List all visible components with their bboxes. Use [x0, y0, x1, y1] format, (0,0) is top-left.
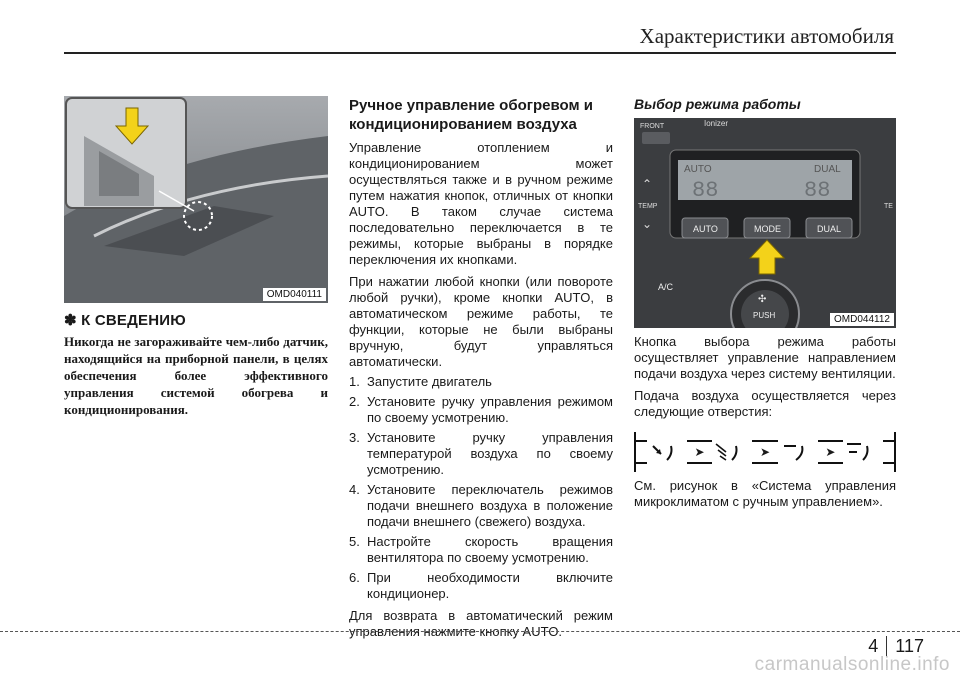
btn-ac: A/C — [658, 282, 674, 292]
list-item — [349, 394, 613, 426]
floor-defrost-mode-icon — [843, 440, 883, 464]
label-temp-left: TEMP — [638, 203, 658, 210]
manual-control-heading: Ручное управление обогревом и кондиционированием воздуха — [349, 97, 593, 133]
fan-icon: ✣ — [758, 294, 767, 305]
page-number-value: 117 — [895, 636, 924, 656]
btn-auto: AUTO — [693, 224, 718, 234]
face-floor-mode-icon — [712, 440, 752, 464]
page-header-title: Характеристики автомобиля — [639, 24, 894, 48]
step-number: 6. — [349, 570, 360, 585]
climate-panel-figure — [634, 118, 896, 328]
label-temp-right: TE — [884, 203, 893, 210]
btn-dual: DUAL — [817, 224, 842, 234]
list-item — [349, 570, 613, 602]
step-number: 2. — [349, 394, 360, 409]
display-auto: AUTO — [684, 164, 712, 175]
caution-text: Никогда не загораживайте чем-либо датчик, находящийся на приборной панели, в целях обеспечения более эффективного управления системой обогрева и кондиционирования. — [64, 334, 328, 417]
step-text: Настройте скорость вращения вентилятора по своему усмотрению. — [367, 534, 613, 565]
chevron-down-icon: ⌄ — [642, 217, 653, 231]
dashboard-sensor-illustration — [64, 96, 328, 303]
mode-paragraph-3: См. рисунок в «Система управления микроклиматом с ручным управлением». — [634, 478, 896, 509]
list-item — [349, 374, 613, 390]
watermark: carmanualsonline.info — [754, 654, 950, 675]
figure-caption: OMD040111 — [263, 288, 326, 301]
mode-paragraph-2: Подача воздуха осуществляется через следующие отверстия: — [634, 388, 896, 419]
step-number: 4. — [349, 482, 360, 497]
step-text: Запустите двигатель — [367, 374, 492, 389]
list-item — [349, 534, 613, 566]
list-item — [349, 430, 613, 478]
right-column — [634, 96, 896, 510]
closing-paragraph: Для возврата в автоматический режим управления нажмите кнопку AUTO. — [349, 608, 613, 639]
label-front: FRONT — [640, 123, 665, 130]
climate-control-panel — [634, 118, 896, 328]
arrow-right-icon: ➤ — [825, 445, 836, 459]
mode-selection-heading: Выбор режима работы — [634, 96, 801, 112]
mode-paragraph-1: Кнопка выбора режима работы осуществляет управление направлением подачи воздуха через систему вентиляции. — [634, 334, 896, 381]
step-text: Установите переключатель режимов подачи внешнего воздуха в положение подачи внешнего (свежего) воздуха. — [367, 482, 613, 529]
dashboard-sensor-figure — [64, 96, 328, 303]
btn-mode: MODE — [754, 224, 781, 234]
steps-list — [349, 374, 613, 602]
step-text: При необходимости включите кондиционер. — [367, 570, 613, 601]
step-text: Установите ручку управления температурой воздуха по своему усмотрению. — [367, 430, 613, 477]
chapter-number: 4 — [868, 636, 887, 657]
arrow-right-icon: ➤ — [694, 445, 705, 459]
step-number: 3. — [349, 430, 360, 445]
left-column — [64, 96, 328, 418]
list-item — [349, 482, 613, 530]
step-text: Установите ручку управления режимом по своему усмотрению. — [367, 394, 613, 425]
middle-column — [349, 96, 613, 640]
airflow-mode-sequence — [634, 432, 896, 472]
step-number: 1. — [349, 374, 360, 389]
knob-label: PUSH — [753, 311, 776, 320]
figure-caption: OMD044112 — [830, 313, 894, 326]
display-digits-right: 88 — [804, 178, 831, 203]
manual-paragraph-1: Управление отоплением и кондиционированием может осуществляться также и в ручном режиме путем нажатия кнопок, отличных от кнопки AUTO. В таком случае система последовательно переключается в те режимы, которые выбраны в порядке переключения их кнопками. — [349, 140, 613, 267]
chevron-up-icon: ⌃ — [642, 177, 653, 191]
floor-mode-icon — [778, 440, 818, 464]
footer-rule — [0, 631, 960, 632]
arrow-right-icon: ➤ — [759, 445, 771, 459]
caution-title: ✽ К СВЕДЕНИЮ — [64, 312, 186, 329]
display-digits-left: 88 — [692, 178, 719, 203]
face-vent-mode-icon — [647, 440, 687, 464]
manual-paragraph-2: При нажатии любой кнопки (или повороте любой ручки), кроме кнопки AUTO, в автоматическом режиме работы, те функции, которые не были выбраны вручную, будут управляться автоматически. — [349, 274, 613, 369]
label-ionizer: Ionizer — [704, 119, 729, 128]
step-number: 5. — [349, 534, 360, 549]
display-dual: DUAL — [814, 164, 841, 175]
header-rule — [64, 52, 896, 54]
